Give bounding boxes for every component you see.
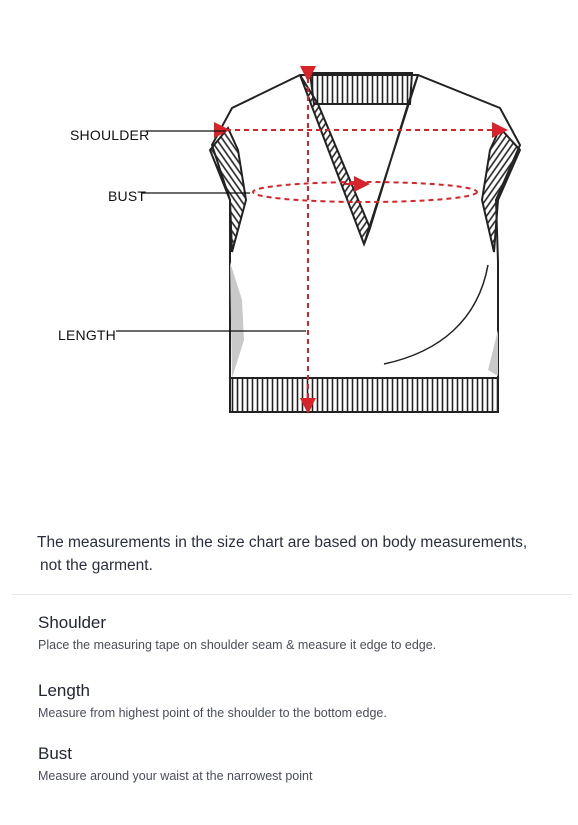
shoulder-label: SHOULDER — [70, 127, 150, 143]
divider — [12, 594, 572, 595]
back-neck-rib — [310, 73, 412, 104]
note-line-2: not the garment. — [40, 557, 153, 574]
shoulder-title: Shoulder — [38, 613, 107, 632]
bust-label: BUST — [108, 188, 147, 204]
length-description: Measure from highest point of the shoulder to the bottom edge. — [38, 706, 387, 720]
length-instruction — [38, 681, 387, 720]
bust-description: Measure around your waist at the narrowest point — [38, 769, 313, 783]
note-line-1: The measurements in the size chart are based on body measurements, — [37, 534, 528, 551]
shoulder-instruction — [38, 613, 436, 652]
length-label: LENGTH — [58, 327, 116, 343]
bust-instruction — [38, 744, 312, 783]
hem-rib — [230, 378, 498, 412]
length-title: Length — [38, 681, 90, 700]
measurement-note — [37, 531, 557, 577]
shoulder-description: Place the measuring tape on shoulder seam & measure it edge to edge. — [38, 638, 437, 652]
bust-title: Bust — [38, 744, 73, 763]
